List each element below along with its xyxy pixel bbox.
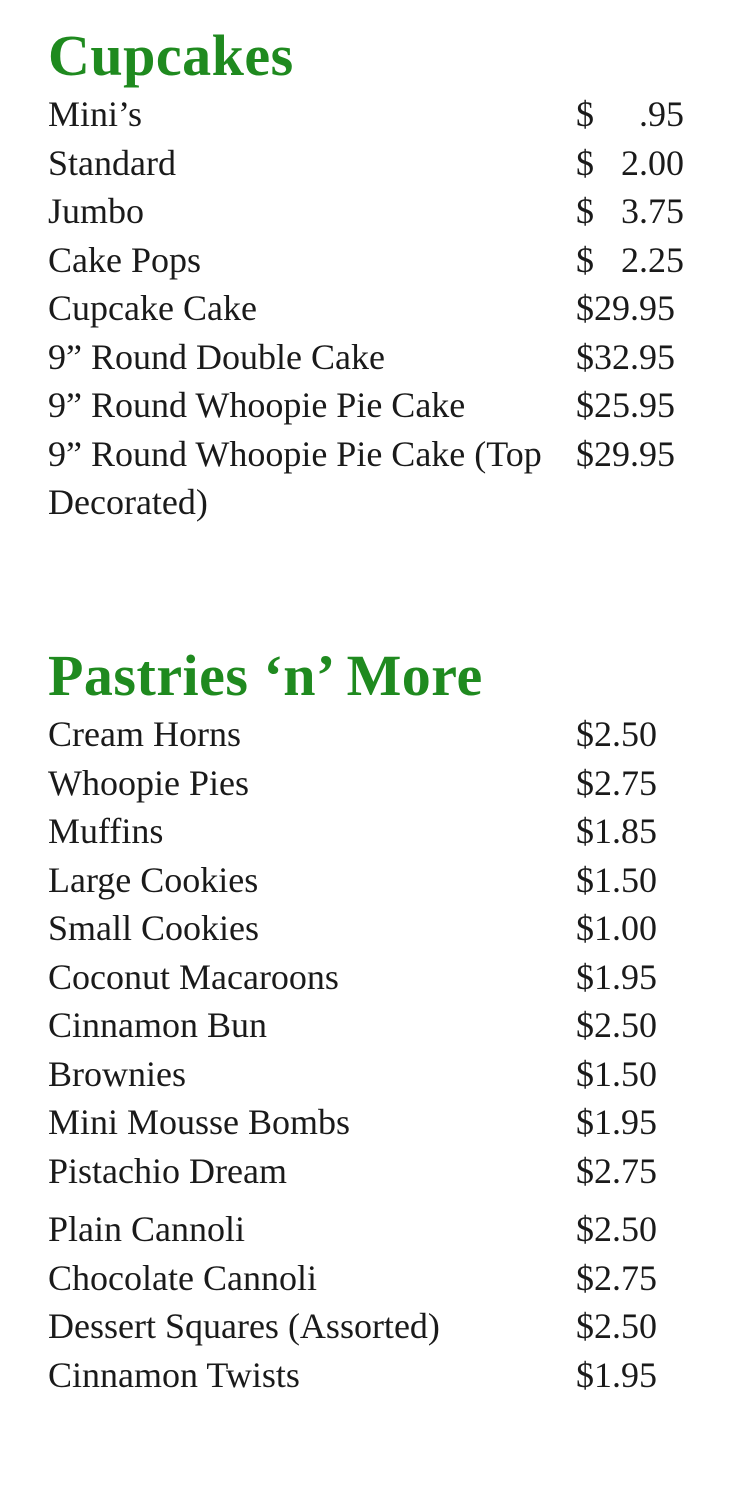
- item-name: Cinnamon Bun: [48, 1005, 268, 1045]
- menu-item: [48, 430, 708, 527]
- menu-item: [48, 953, 708, 1002]
- item-price: $1.50: [576, 859, 657, 900]
- menu-item: [48, 856, 708, 905]
- menu-item: [48, 1147, 708, 1196]
- item-price: $1.50: [576, 1053, 657, 1094]
- item-name: Small Cookies: [48, 908, 260, 948]
- menu-item: [48, 904, 708, 953]
- section-title: Cupcakes: [48, 23, 294, 88]
- item-price: $1.95: [576, 956, 657, 997]
- item-price: $2.50: [576, 1005, 657, 1045]
- menu-item: [48, 236, 708, 285]
- menu-item: [48, 284, 708, 333]
- item-name: Plain Cannoli: [48, 1209, 245, 1249]
- item-price: $1.95: [576, 1102, 657, 1142]
- menu-item: [48, 1098, 708, 1147]
- item-name: Cake Pops: [48, 239, 201, 280]
- item-name: Whoopie Pies: [48, 762, 249, 803]
- item-price: $1.00: [576, 908, 657, 948]
- menu-item: [48, 807, 708, 856]
- item-price: $ 2.25: [576, 239, 684, 280]
- item-name: Mini’s: [48, 94, 143, 134]
- item-price: $29.95: [576, 288, 675, 328]
- item-price: $2.50: [576, 1306, 657, 1346]
- item-name: Brownies: [48, 1053, 186, 1094]
- item-name: 9” Round Whoopie Pie Cake: [48, 385, 466, 425]
- menu-item: [48, 1351, 708, 1400]
- item-name: Dessert Squares (Assorted): [48, 1306, 440, 1346]
- item-name: Standard: [48, 142, 176, 183]
- item-name: Cream Horns: [48, 714, 241, 754]
- item-name: Cinnamon Twists: [48, 1354, 300, 1395]
- menu-item: [48, 710, 708, 759]
- item-price: $1.85: [576, 811, 657, 851]
- item-name: 9” Round Whoopie Pie Cake (Top Decorated): [48, 433, 542, 522]
- menu-item: [48, 139, 708, 188]
- item-name: Chocolate Cannoli: [48, 1257, 317, 1298]
- item-name: Large Cookies: [48, 859, 259, 900]
- menu-item: [48, 1001, 708, 1050]
- menu-item: [48, 381, 708, 430]
- item-price: $1.95: [576, 1354, 657, 1395]
- item-price: $25.95: [576, 385, 675, 425]
- item-price: $2.50: [576, 1209, 657, 1249]
- item-price: $2.75: [576, 1150, 657, 1191]
- item-price: $2.75: [576, 1257, 657, 1298]
- menu-item: [48, 759, 708, 808]
- menu-item: [48, 90, 708, 139]
- item-name: Cupcake Cake: [48, 288, 257, 328]
- item-price: $32.95: [576, 336, 675, 377]
- cupcakes-section: [48, 22, 708, 527]
- section-title: Pastries ‘n’ More: [48, 643, 483, 708]
- menu-item: [48, 1205, 708, 1254]
- pastries-section: [48, 642, 708, 1399]
- menu-item: [48, 1254, 708, 1303]
- item-price: $ 2.00: [576, 142, 684, 183]
- menu-item: [48, 187, 708, 236]
- item-price: $ 3.75: [576, 191, 684, 231]
- item-name: Jumbo: [48, 191, 145, 231]
- item-name: 9” Round Double Cake: [48, 336, 385, 377]
- item-price: $2.75: [576, 762, 657, 803]
- menu-item: [48, 333, 708, 382]
- item-price: $29.95: [576, 433, 675, 474]
- item-name: Pistachio Dream: [48, 1150, 287, 1191]
- menu-item: [48, 1050, 708, 1099]
- item-price: $2.50: [576, 714, 657, 754]
- menu-item: [48, 1302, 708, 1351]
- item-price: $ .95: [576, 94, 684, 134]
- item-name: Muffins: [48, 811, 164, 851]
- item-name: Coconut Macaroons: [48, 956, 339, 997]
- item-name: Mini Mousse Bombs: [48, 1102, 351, 1142]
